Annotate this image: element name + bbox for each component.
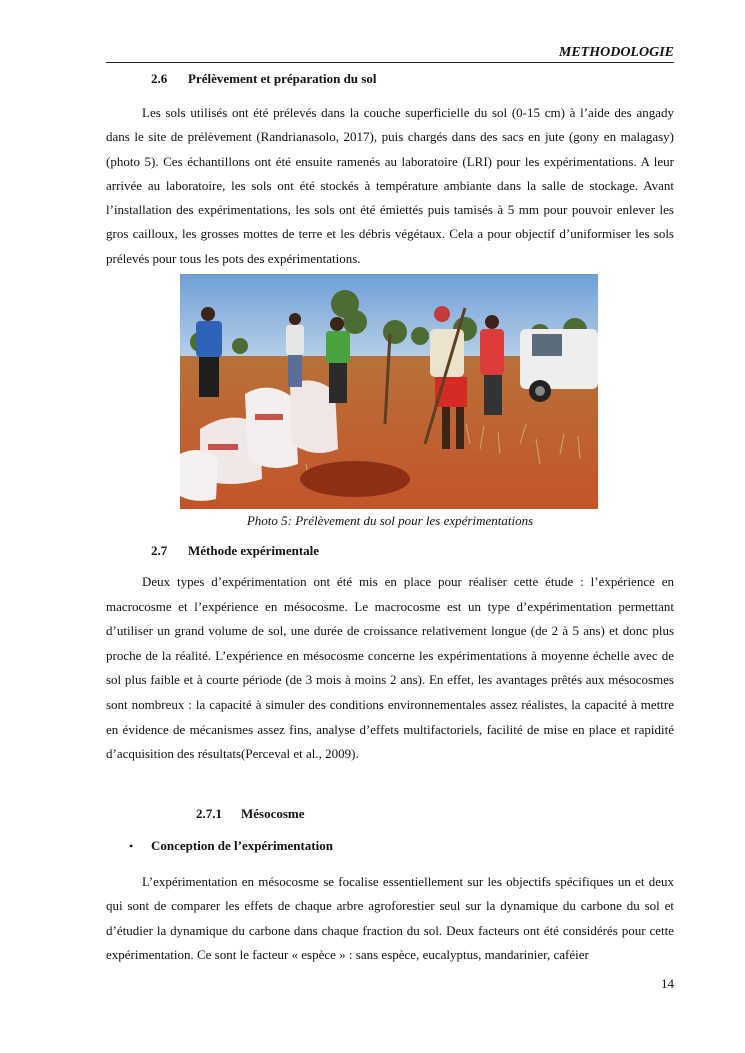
section-number: 2.7.1 (196, 806, 222, 821)
paragraph-experimental-method: Deux types d’expérimentation ont été mis en place pour réaliser cette étude : l’expérience en macrocosme et l’expérience en mésocosme. Le macrocosme est un type d’expérimentation permettant d’utiliser un grand volume de sol, une durée de croissance relativement longue (de 2 à 5 ans) et donc plus proche de la réalité. L’expérience en mésocosme concerne les expérimentations à moyenne échelle avec de sol plus faible et à courte période (de 3 mois à moins 2 ans). En effet, les avantages prêtés aux mésocosmes sont nombreux : la capacité à simuler des conditions environnementales assez réalistes, la capacité à mettre en évidence de mécanismes assez fins, analyse d’effets multifactoriels, facilité de mise en place et rapidité d’acquisition des résultats(Perceval et al., 2009). (106, 574, 674, 762)
photo-caption: Photo 5: Prélèvement du sol pour les expérimentations (246, 513, 534, 528)
section-heading-2-7 (151, 543, 319, 559)
section-heading-2-7-1 (196, 806, 305, 822)
bullet-icon: • (129, 839, 134, 853)
section-heading-2-6 (151, 71, 376, 87)
section-number: 2.6 (151, 71, 168, 86)
bullet-heading: Conception de l’expérimentation (151, 838, 333, 853)
page-number: 14 (661, 976, 674, 991)
paragraph-soil-sampling: Les sols utilisés ont été prélevés dans la couche superficielle du sol (0-15 cm) à l’aide des angady dans le site de prélèvement (Randrianasolo, 2017), puis chargés dans des sacs en jute (gony en malagasy) (photo 5). Ces échantillons ont été ensuite ramenés au laboratoire (LRI) pour les expérimentations. A leur arrivée au laboratoire, les sols ont été stockés à température ambiante dans la salle de stockage. Avant l’installation des expérimentations, les sols ont été émiettés puis tamisés à 5 mm pour pouvoir enlever les gros cailloux, les grosses mottes de terre et les débris végétaux. Cela a pour objectif d’uniformiser les sols prélevés pour tous les pots des expérimentations. (106, 105, 674, 266)
paragraph-mesocosm-design: L’expérimentation en mésocosme se focalise essentiellement sur les objectifs spécifiques un et deux qui sont de comparer les effets de chaque arbre agroforestier seul sur la dynamique du carbone du sol et d’étudier la dynamique du carbone dans chaque fraction du sol. Deux facteurs ont été considérés pour cette expérimentation. Ce sont le facteur « espèce » : sans espèce, eucalyptus, mandarinier, caféier (106, 874, 674, 962)
section-title: Prélèvement et préparation du sol (188, 71, 377, 86)
section-number: 2.7 (151, 543, 168, 558)
section-title: Méthode expérimentale (188, 543, 320, 558)
soil-sampling-photo (180, 274, 598, 509)
running-header: METHODOLOGIE (106, 44, 674, 63)
section-title: Mésocosme (241, 806, 305, 821)
